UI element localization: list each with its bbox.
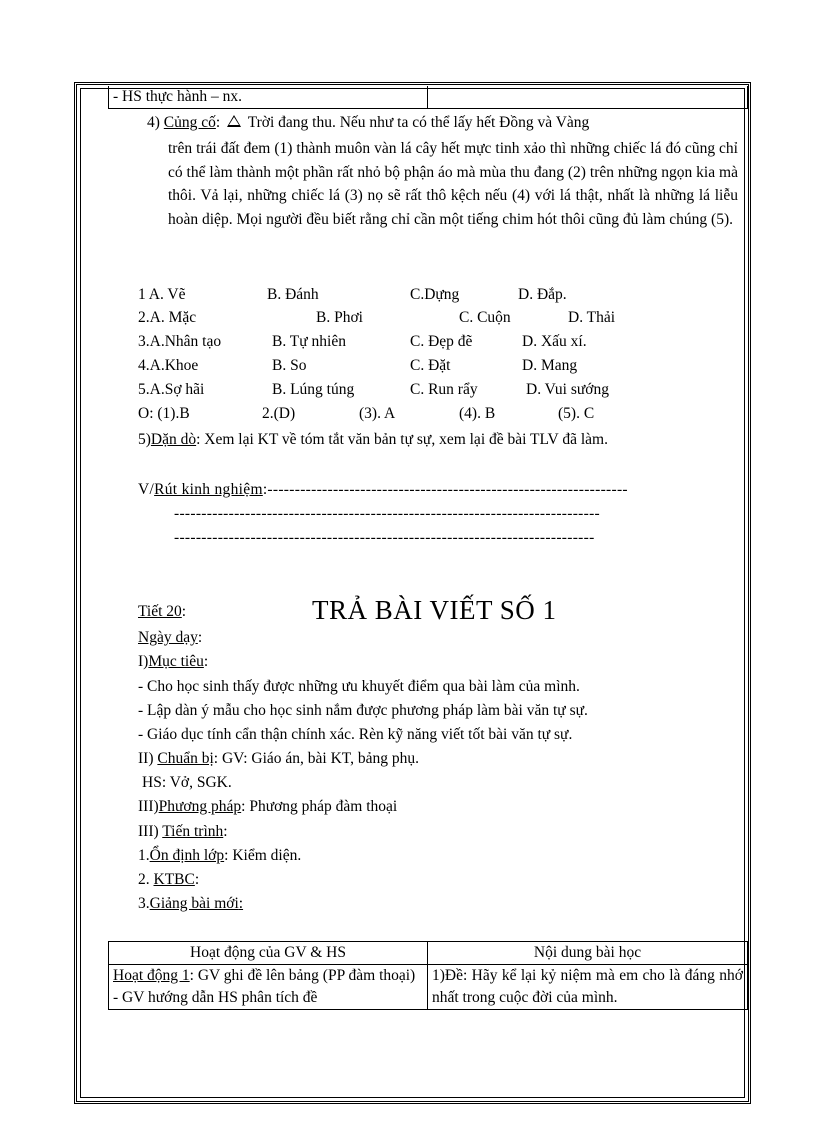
step-1: 1.Ổn định lớp: Kiểm diện. [138, 847, 302, 864]
step-2: 2. KTBC: [138, 871, 200, 888]
lesson-title: TRẢ BÀI VIẾT SỐ 1 [312, 595, 557, 625]
chuan-bi: II) Chuẩn bị: GV: Giáo án, bài KT, bảng phụ. [138, 750, 419, 767]
objective-3: - Giáo dục tính cẩn thận chính xác. Rèn kỹ năng viết tốt bài văn tự sự. [138, 726, 573, 743]
cung-co-number: 4) [147, 114, 160, 131]
header-content: Nội dung bài học [428, 942, 748, 965]
cung-co-line1: 4) Củng cố: Trời đang thu. Nếu như ta có thể lấy hết Đồng và Vàng [147, 114, 590, 131]
objective-1: - Cho học sinh thấy được những ưu khuyết điểm qua bài làm của mình. [138, 678, 580, 695]
tiet-label: Tiết 20: [138, 603, 187, 620]
cung-co-text-line1: Trời đang thu. Nếu như ta có thể lấy hết Đồng và Vàng [247, 114, 590, 131]
ngay-day: Ngày dạy: [138, 629, 203, 646]
objective-2: - Lập dàn ý mẫu cho học sinh nắm được phương pháp làm bài văn tự sự. [138, 702, 588, 719]
dan-do-label: Dặn dò [150, 431, 197, 448]
content-cell: 1)Đề: Hãy kể lại kỷ niệm mà em cho là đáng nhớ nhất trong cuộc đời của mình. [428, 965, 748, 1010]
cung-co-label: Củng cố [163, 114, 216, 131]
triangle-icon [227, 115, 241, 127]
tien-trinh: III) Tiến trình: [138, 823, 228, 840]
top-table-right-cell [428, 86, 748, 109]
activity-cell: Hoạt động 1: GV ghi đề lên bảng (PP đàm thoại) - GV hướng dẫn HS phân tích đề [109, 965, 428, 1010]
dashed-line-2: ------------------------------------------------------------------------------ [174, 505, 601, 522]
top-table [108, 86, 748, 109]
activity-table [108, 941, 748, 1010]
dashed-line-3: ----------------------------------------------------------------------------- [174, 529, 595, 546]
phuong-phap: III)Phương pháp: Phương pháp đàm thoại [138, 798, 398, 815]
rut-kinh-nghiem-label: Rút kinh nghiệm [154, 481, 263, 498]
chuan-bi-hs: HS: Vở, SGK. [142, 774, 232, 791]
step-3: 3.Giảng bài mới: [138, 895, 244, 912]
top-table-left-cell: - HS thực hành – nx. [109, 86, 428, 109]
dan-do: 5)Dặn dò: Xem lại KT về tóm tắt văn bản tự sự, xem lại đề bài TLV đã làm. [138, 431, 608, 448]
header-activities: Hoạt động của GV & HS [109, 942, 428, 965]
rut-kinh-nghiem: V/Rút kinh nghiệm:------------------------------------------------------------------ [138, 481, 628, 498]
cung-co-paragraph: trên trái đất đem (1) thành muôn vàn lá cây hết mực tinh xảo thì những chiếc lá đó cũng chỉ có thể làm thành một phần rất nhỏ bộ phận áo mà mùa thu đang (2) trên những ngọn kia mà thôi. Vả lại, những chiếc lá (3) nọ sẽ rất thô kệch nếu (4) với lá thật, nhất là những lá liễu hoàn diệp. Mọi người đều biết rằng chỉ cần một tiếng chim hót thôi cũng đủ làm chúng (5). [168, 140, 738, 228]
muc-tieu: I)Mục tiêu: [138, 653, 209, 670]
